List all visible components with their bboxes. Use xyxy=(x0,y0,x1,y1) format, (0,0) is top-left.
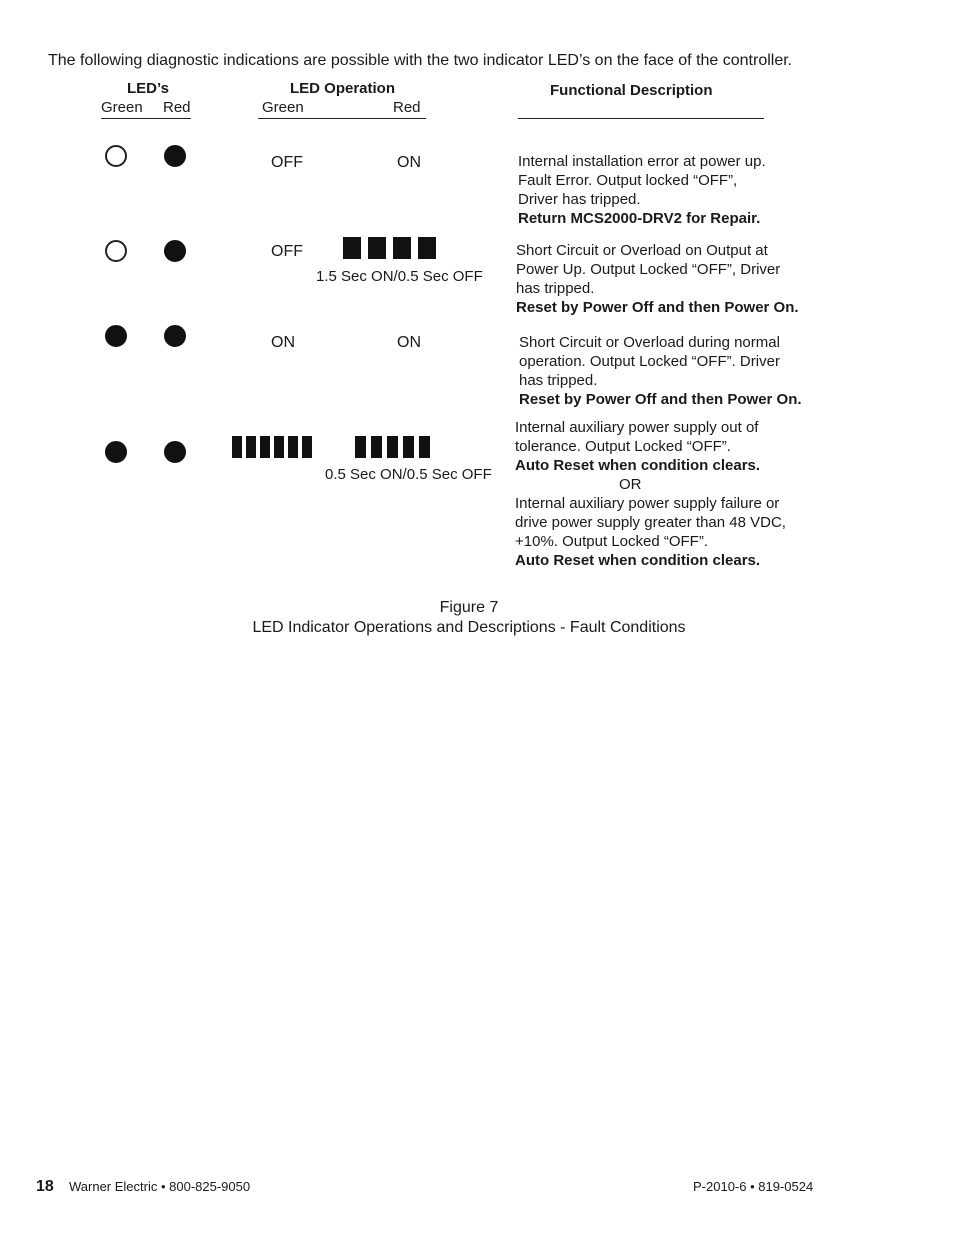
row3-op-red: ON xyxy=(397,334,421,351)
header-operation-green: Green xyxy=(262,99,304,116)
row3-line: operation. Output Locked “OFF”. Driver xyxy=(519,353,780,370)
row1-op-red: ON xyxy=(397,154,421,171)
row2-op-green: OFF xyxy=(271,243,303,260)
row4-description xyxy=(515,418,786,570)
green-led-on-icon xyxy=(105,441,127,463)
row4-or: OR xyxy=(619,476,642,493)
figure-number: Figure 7 xyxy=(439,599,499,616)
header-operation: LED Operation xyxy=(290,80,396,97)
row4-line: drive power supply greater than 48 VDC, xyxy=(515,514,786,531)
header-functional-description: Functional Description xyxy=(550,82,713,99)
row2-timing: 1.5 Sec ON/0.5 Sec OFF xyxy=(316,268,483,285)
red-led-on-icon xyxy=(164,145,186,167)
red-led-on-icon xyxy=(164,240,186,262)
row4-action: Auto Reset when condition clears. xyxy=(515,552,761,569)
green-led-off-icon xyxy=(105,145,127,167)
row3-description xyxy=(519,333,802,409)
green-led-off-icon xyxy=(105,240,127,262)
red-led-on-icon xyxy=(164,441,186,463)
slow-blink-pulse-icon xyxy=(343,237,436,259)
header-leds-underline xyxy=(101,118,191,119)
row3-line: Short Circuit or Overload during normal xyxy=(519,334,780,351)
header-operation-red: Red xyxy=(393,99,421,116)
row1-line: Fault Error. Output locked “OFF”, xyxy=(518,172,738,189)
green-led-on-icon xyxy=(105,325,127,347)
fast-blink-pulse-red-icon xyxy=(355,436,430,458)
row4-timing: 0.5 Sec ON/0.5 Sec OFF xyxy=(325,466,492,483)
page-number: 18 xyxy=(36,1178,54,1195)
header-leds-green: Green xyxy=(101,99,143,116)
row1-line: Internal installation error at power up. xyxy=(518,153,766,170)
row4-line: +10%. Output Locked “OFF”. xyxy=(515,533,709,550)
fast-blink-pulse-green-icon xyxy=(232,436,312,458)
row4-action: Auto Reset when condition clears. xyxy=(515,457,761,474)
row2-line: has tripped. xyxy=(516,280,595,297)
figure-title: LED Indicator Operations and Descriptions - Fault Conditions xyxy=(252,619,686,636)
row2-description xyxy=(516,241,799,317)
row2-line: Power Up. Output Locked “OFF”, Driver xyxy=(516,261,781,278)
row2-line: Short Circuit or Overload on Output at xyxy=(516,242,768,259)
header-leds: LED’s xyxy=(127,80,169,97)
row3-op-green: ON xyxy=(271,334,295,351)
header-functional-underline xyxy=(518,118,764,119)
row4-line: Internal auxiliary power supply out of xyxy=(515,419,759,436)
footer-doc-number: P-2010-6 • 819-0524 xyxy=(693,1179,814,1194)
row3-action: Reset by Power Off and then Power On. xyxy=(519,391,802,408)
row1-description xyxy=(518,152,766,228)
row1-line: Driver has tripped. xyxy=(518,191,641,208)
row1-action: Return MCS2000-DRV2 for Repair. xyxy=(518,210,761,227)
intro-paragraph: The following diagnostic indications are possible with the two indicator LED’s on the face of the controller. xyxy=(48,52,793,69)
row3-line: has tripped. xyxy=(519,372,598,389)
footer-company: Warner Electric • 800-825-9050 xyxy=(69,1179,251,1194)
row2-action: Reset by Power Off and then Power On. xyxy=(516,299,799,316)
row4-line: tolerance. Output Locked “OFF”. xyxy=(515,438,731,455)
header-leds-red: Red xyxy=(163,99,191,116)
row4-line: Internal auxiliary power supply failure or xyxy=(515,495,780,512)
row1-op-green: OFF xyxy=(271,154,303,171)
red-led-on-icon xyxy=(164,325,186,347)
header-operation-underline xyxy=(258,118,426,119)
